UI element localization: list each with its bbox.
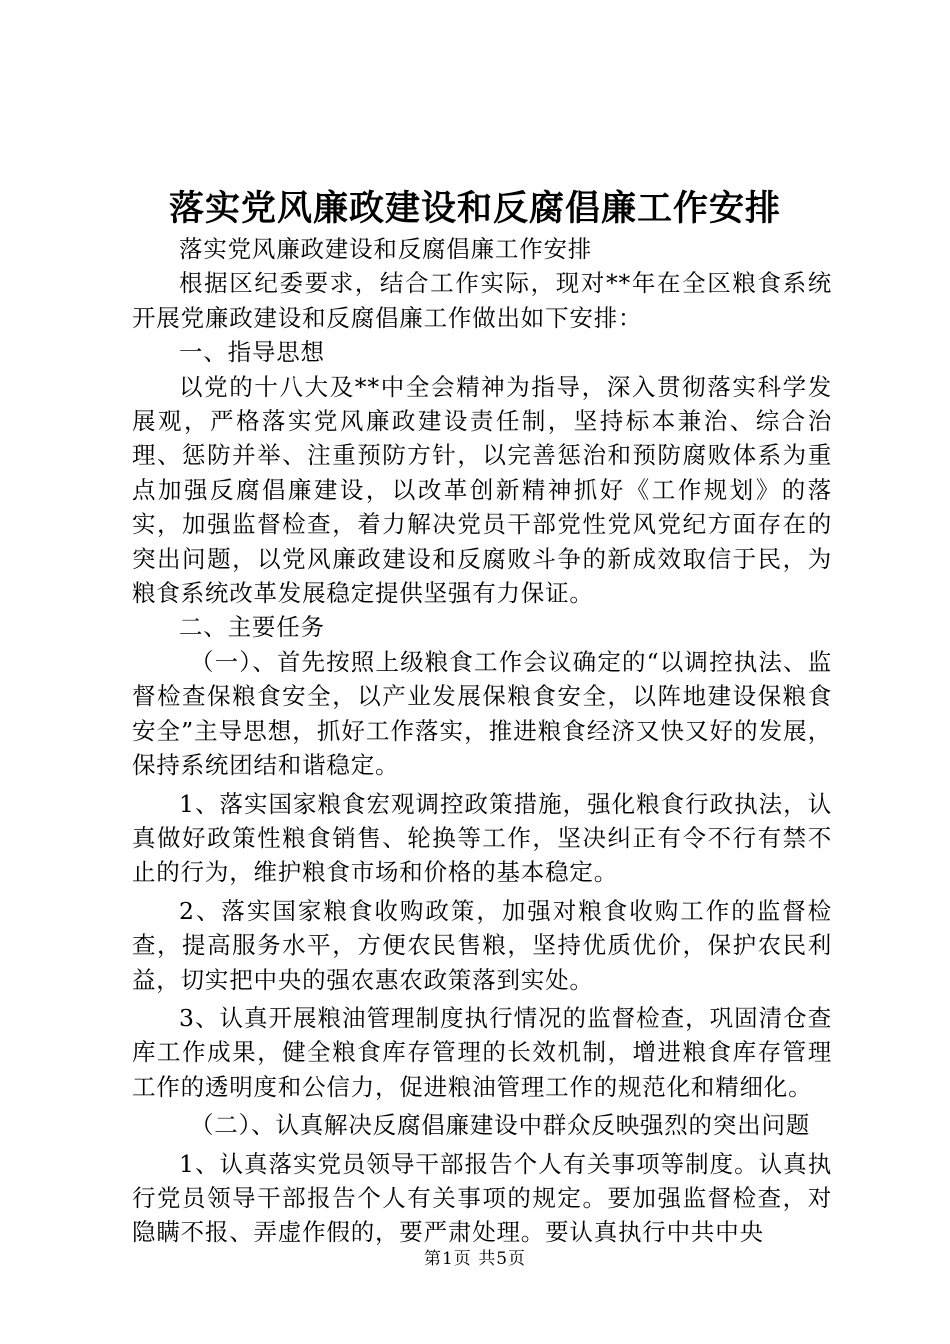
document-title: 落实党风廉政建设和反腐倡廉工作安排: [168, 188, 781, 229]
paragraph-guiding-thought: 以党的十八大及**中全会精神为指导，深入贯彻落实科学发展观，严格落实党风廉政建设责任制，坚持标本兼治、综合治理、惩防并举、注重预防方针，以完善惩治和预防腐败体系为重点加强反腐倡廉建设，以改革创新精神抓好《工作规划》的落实，加强监督检查，着力解决党员干部党性党风党纪方面存在的突出问题，以党风廉政建设和反腐败斗争的新成效取信于民，为粮食系统改革发展稳定提供坚强有力保证。: [132, 372, 832, 608]
paragraph-task-one: （一）、首先按照上级粮食工作会议确定的“以调控执法、监督检查保粮食安全，以产业发展保粮食安全，以阵地建设保粮食安全”主导思想，抓好工作落实，推进粮食经济又快又好的发展，保持系统团结和谐稳定。: [132, 647, 832, 780]
document-body: [132, 232, 832, 1250]
paragraph-task-one-item-2: 2、落实国家粮食收购政策，加强对粮食收购工作的监督检查，提高服务水平，方便农民售粮，坚持优质优价，保护农民利益，切实把中央的强农惠农政策落到实处。: [132, 896, 832, 994]
section-heading-guiding-thought: 一、指导思想: [179, 338, 325, 367]
paragraph-task-one-item-1: 1、落实国家粮食宏观调控政策措施，强化粮食行政执法，认真做好政策性粮食销售、轮换等工作，坚决纠正有令不行有禁不止的行为，维护粮食市场和价格的基本稳定。: [132, 789, 832, 887]
paragraph-task-one-item-3: 3、认真开展粮油管理制度执行情况的监督检查，巩固清仓查库工作成果，健全粮食库存管理的长效机制，增进粮食库存管理工作的透明度和公信力，促进粮油管理工作的规范化和精细化。: [132, 1003, 832, 1101]
paragraph-task-two: （二）、认真解决反腐倡廉建设中群众反映强烈的突出问题: [190, 1111, 811, 1140]
paragraph-task-two-item-1: 1、认真落实党员领导干部报告个人有关事项等制度。认真执行党员领导干部报告个人有关事项的规定。要加强监督检查，对隐瞒不报、弄虚作假的，要严肃处理。要认真执行中共中央: [132, 1149, 832, 1247]
paragraph-intro: 根据区纪委要求，结合工作实际，现对**年在全区粮食系统开展党廉政建设和反腐倡廉工作做出如下安排：: [132, 269, 832, 332]
page-number: 第1页 共5页: [423, 1249, 527, 1269]
paragraph-subtitle: 落实党风廉政建设和反腐倡廉工作安排: [179, 235, 593, 263]
section-heading-main-tasks: 二、主要任务: [179, 613, 325, 642]
